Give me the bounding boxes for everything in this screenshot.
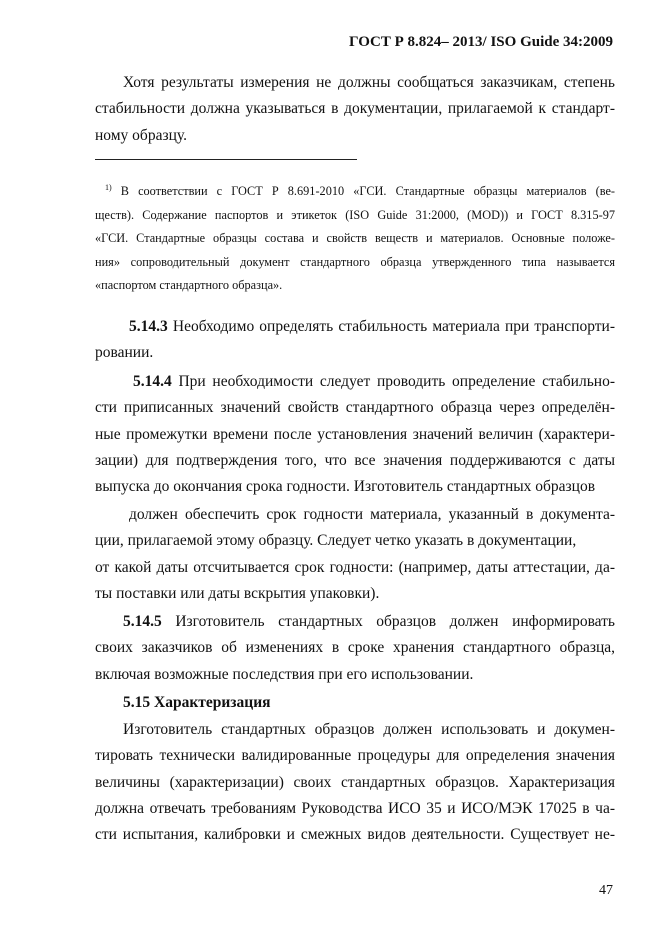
text-line: Изготовитель стандартных образцов должен использовать и докумен- [123, 721, 615, 738]
text-line: зации) для подтверждения того, что все значения поддерживаются с даты [95, 451, 615, 469]
text-line: включая возможные последствия при его использовании. [95, 665, 474, 683]
section-number: 5.14.5 [123, 613, 162, 630]
footnote-marker: 1) [105, 183, 112, 192]
text-line: тировать технически валидированные процедуры для определения значения [95, 747, 615, 765]
footnote-line: «паспортом стандартного образца». [95, 278, 283, 293]
text-line: сти испытания, калибровки и смежных видов деятельности. Существует не- [95, 826, 615, 844]
section-5-15-heading-block [95, 690, 615, 716]
text-line: ровании. [95, 344, 154, 362]
text-line: 5.14.3 Необходимо определять стабильность материала при транспорти- [129, 318, 616, 335]
text-line: должна отвечать требованиям Руководства ИСО 35 и ИСО/МЭК 17025 в ча- [95, 799, 615, 817]
text-line: сти приписанных значений свойств стандартного образца через определён- [95, 399, 615, 417]
section-heading: 5.15 Характеризация [123, 694, 271, 711]
section-number: 5.14.4 [133, 373, 172, 390]
document-header: ГОСТ Р 8.824– 2013/ ISO Guide 34:2009 [349, 34, 613, 50]
footnote [95, 176, 615, 298]
intro-paragraph [95, 70, 615, 149]
footnote-line: ния» сопроводительный документ стандартного образца утвержденного типа называется [95, 254, 615, 269]
text-line: ции, прилагаемой этому образцу. Следует четко указать в документации, [95, 532, 577, 550]
text-line: должен обеспечить срок годности материала, указанный в документа- [129, 506, 615, 523]
text-line: ты поставки или даты вскрытия упаковки). [95, 584, 380, 602]
text-line: выпуска до окончания срока годности. Изготовитель стандартных образцов [95, 478, 596, 496]
text-line: 5.14.4 При необходимости следует проводить определение стабильно- [133, 373, 615, 390]
footnote-line: «ГСИ. Стандартные образцы состава и свойств веществ и материалов. Основные положе- [95, 231, 615, 246]
section-5-14-4 [95, 369, 615, 500]
text-line: ные промежутки времени после установления значений величин (характери- [95, 425, 615, 443]
page-number: 47 [599, 883, 613, 898]
section-number: 5.14.3 [129, 318, 168, 335]
footnote-separator [95, 159, 357, 160]
text-line: величины (характеризации) своих стандартных образцов. Характеризация [95, 773, 615, 791]
text-line: 5.14.5 Изготовитель стандартных образцов должен информировать [123, 613, 616, 630]
footnote-line: $^{1)}$ В соответствии с ГОСТ Р 8.691-2010 «ГСИ. Стандартные образцы материалов (ве- [105, 183, 615, 198]
continuation-paragraph [95, 502, 615, 607]
text-line: от какой даты отсчитывается срок годности: (например, даты аттестации, да- [95, 558, 615, 576]
section-5-14-5 [95, 609, 615, 688]
footnote-line: ществ). Содержание паспортов и этикеток (ISO Guide 31:2000, (MOD)) и ГОСТ 8.315-97 [95, 207, 615, 222]
section-5-14-3 [95, 314, 615, 367]
text-line: своих заказчиков об изменениях в сроке хранения стандартного образца, [95, 639, 615, 657]
section-5-15-body [95, 717, 615, 848]
text-line: Хотя результаты измерения не должны сообщаться заказчикам, степень [123, 74, 615, 91]
text-line: стабильности должна указываться в документации, прилагаемой к стандарт- [95, 100, 615, 118]
text-line: ному образцу. [95, 126, 187, 144]
